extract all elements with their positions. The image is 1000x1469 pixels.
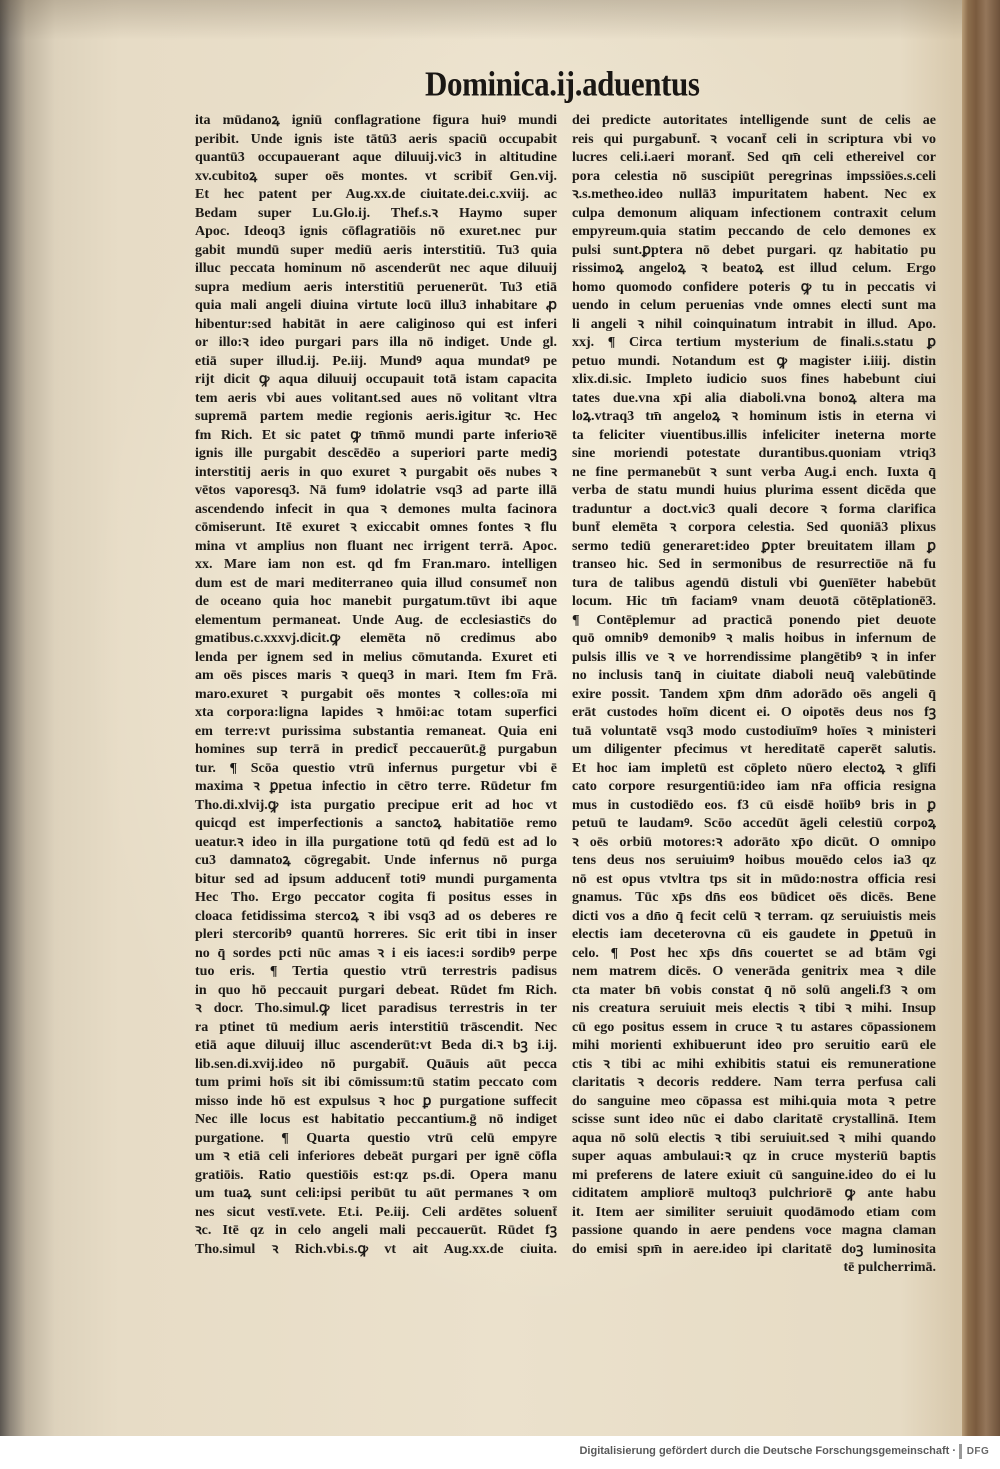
text-line: gratiōis. Ratio questiōis est:qz ps.di. Opera manu <box>195 1167 557 1183</box>
text-line: tuā voluntatē vsq3 modo custodiuīmꝰ hoīes ꝛ ministeri <box>572 723 936 739</box>
text-line: quantū3 occupauerant aque diluuij.vic3 in altitudine <box>195 150 557 165</box>
book-fore-edge <box>962 0 1000 1436</box>
text-line: ne fine permanebūt ꝛ sunt verba Aug.i ench. Iuxta q̄ <box>572 464 936 480</box>
running-title: Dominica.ij.aduentus <box>425 64 700 104</box>
text-line: quicqd est imperfectionis a sanctoꝝ habitatiōe remo <box>195 816 557 831</box>
text-line: xx. Mare iam non est. qd fm Fran.maro. intelligen <box>195 557 557 572</box>
text-line: homo quomodo confidere poteris ꝙ tu in peccatis vi <box>572 279 936 295</box>
text-line: cōmiserunt. Itē exuret ꝛ exiccabit omnes fontes ꝛ flu <box>195 520 557 535</box>
text-line: xta corpora:ligna lapides ꝛ hmōi:ac totam superfici <box>195 705 557 720</box>
text-line: pulsis illis ve ꝛ ve horrendissime plangētibꝰ ꝛ in infer <box>572 649 936 665</box>
text-line: purgatione. ¶ Quarta questio vtrū celū empyre <box>195 1130 557 1146</box>
footer-bar <box>0 1436 1000 1469</box>
text-line: rissimoꝝ angeloꝝ ꝛ beatoꝝ est illud celum. Ergo <box>572 261 936 276</box>
text-line: ꝛc. Itē qz in celo angeli mali peccauerūt. Rūdet fꝫ <box>195 1223 557 1238</box>
text-line: verba de statu mundi huius plurima essent dicēda que <box>572 483 936 498</box>
text-line: gnamus. Tūc xp̄s dn̄s eos būdicet oēs dicēs. Bene <box>572 890 936 905</box>
text-line: nem matrem dicēs. O venerāda genitrix mea ꝛ dile <box>572 964 936 979</box>
text-line: em terre:vt purissima substantia remaneat. Quia eni <box>195 723 557 739</box>
text-line: rijt dicit ꝙ aqua diluuij occupauit totā istam capacita <box>195 372 557 387</box>
text-line: lib.sen.di.xvij.ideo nō purgabit̄. Quāuis aūt pecca <box>195 1056 557 1072</box>
right-text-column <box>572 112 936 1278</box>
text-line: no q̄ sordes pcti nūc amas ꝛ i eis iaces:i sordibꝰ perpe <box>195 945 557 961</box>
text-line: cloaca fetidissima stercoꝝ ꝛ ibi vsq3 ad os deberes re <box>195 908 557 924</box>
text-line: misso inde hō est expulsus ꝛ hoc ꝑ purgatione suffecit <box>195 1093 557 1109</box>
left-text-column <box>195 112 557 1259</box>
text-line: dicti vos a dn̄o q̄ fecit celū ꝛ terram. qz seruiuistis meis <box>572 908 936 924</box>
text-line: hibentur:sed habitāt in aere caliginoso qui est inferi <box>195 316 557 332</box>
text-line: Tho.simul ꝛ Rich.vbi.s.ꝙ vt ait Aug.xx.de ciuita. <box>195 1241 557 1257</box>
text-line: tem aeris vbi aues volitant.sed aues nō volitant vltra <box>195 390 557 406</box>
text-line: no inclusis tanq̄ in ciuitate diaboli neuq̄ valebūtinde <box>572 668 936 683</box>
text-line: etiā aque diluuij illuc ascenderūt:vt Beda di.ꝛ bꝫ i.ij. <box>195 1038 557 1053</box>
text-line: pora celestia nō suscipiūt peregrinas impssiōes.s.celi <box>572 168 936 184</box>
text-line: tura de talibus agendū distuli vbi ꝯuenīēter habebūt <box>572 575 936 591</box>
text-line: transeo hic. Sed in sermonibus de resurrectiōe nā fu <box>572 557 936 572</box>
text-line: ueatur.ꝛ ideo in illa purgatione totū qd fedū est ad lo <box>195 834 557 850</box>
text-line: Bedam super Lu.Glo.ij. Thef.s.ꝛ Haymo super <box>195 205 557 221</box>
text-line: xlix.di.sic. Impleto iudicio suos fines habebunt ciui <box>572 372 936 387</box>
text-line: dum est de mari mediterraneo quia illud consumet̄ non <box>195 575 557 591</box>
text-line: ciditatem ampliorē multoq3 pulchriorē ꝙ ante habu <box>572 1186 936 1201</box>
text-line: supra medium aeris interstitiū peruenerūt. Tu3 etiā <box>195 279 557 295</box>
text-line: gabit mundū super mediū aeris interstitiū. Tu3 quia <box>195 242 557 258</box>
text-line: mihi morienti exhibuerunt ideo pro seruitio earū ele <box>572 1038 936 1053</box>
text-line: Et hec patent per Aug.xx.de ciuitate.dei.c.xviij. ac <box>195 187 557 202</box>
text-line: quō omnibꝰ demonibꝰ ꝛ malis hoibus in infernum de <box>572 631 936 646</box>
text-line: cta mater bn̄ vobis constat q̄ nō solū angeli.f3 ꝛ om <box>572 982 936 998</box>
text-line: ꝛ oēs orbiū motores:ꝛ adorāto xp̄o dicūt. O omnipo <box>572 834 936 850</box>
text-line: lucres celi.i.aeri morant̄. Sed qm̄ celi ethereivel cor <box>572 150 936 165</box>
text-line: super aquas ambulaui:ꝛ qz in cruce mysteriū baptis <box>572 1149 936 1164</box>
text-line: pulsi sunt.ꝑptera nō debet purgari. qz habitatio pu <box>572 242 936 258</box>
text-line: Hec Tho. Ergo peccator cogita fi positus esses in <box>195 890 557 905</box>
text-line: mina vt amplius non fluant nec irrigent terrā. Apoc. <box>195 538 557 554</box>
text-line: ignis ille purgabit descēdēo a superiori parte mediꝫ <box>195 446 557 461</box>
text-line: do sanguine meo cōpassa est mihi.quia mota ꝛ petre <box>572 1093 936 1109</box>
text-line: um ꝛ etiā celi inferiores debeāt purgari per ignē cōfla <box>195 1149 557 1164</box>
text-line: pleri stercoribꝰ quantū horreres. Sic erit tibi in inser <box>195 927 557 942</box>
text-line: cato corpore resurgentiū:ideo iam nr̄a officia resigna <box>572 779 936 794</box>
text-line: tur. ¶ Scōa questio vtrū infernus purgetur vbi ē <box>195 760 557 776</box>
text-line: nes sicut vestī.vete. Et.i. Pe.iij. Celi ardētes soluent̄ <box>195 1204 557 1220</box>
text-line: sermo tediū generaret:ideo ꝑpter breuitatem illam ꝑ <box>572 538 936 554</box>
text-line: ascendendo infecit in qua ꝛ demones multa facinora <box>195 501 557 517</box>
text-line: erāt custodes hoīm dicent ei. O oipotēs deus nos fꝫ <box>572 705 936 720</box>
text-line: cu3 damnatoꝝ cōgregabit. Unde infernus nō purga <box>195 853 557 868</box>
text-line: celo. ¶ Post hec xp̄s dn̄s couertet se ad btām v̄gi <box>572 945 936 961</box>
text-line: tē pulcherrimā. <box>843 1260 936 1275</box>
text-line: elementum permaneat. Unde Aug. de ecclesiastic̄s do <box>195 612 557 628</box>
text-line: ꝛ docr. Tho.simul.ꝙ licet paradisus terrestris in ter <box>195 1001 557 1016</box>
text-line: Et hoc iam impletū est cōpleto nūero electoꝝ ꝛ glīfi <box>572 760 936 776</box>
text-line: xxj. ¶ Circa tertium mysterium de finali.s.statu ꝑ <box>572 335 936 350</box>
text-line: quia mali angeli diuina virtute locū illu3 inhabitare ꝓ <box>195 298 557 313</box>
text-line: sine moriendi potestate durantibus.quoniam vtriq3 <box>572 446 936 461</box>
text-line: petuū te laudamꝰ. Scōo accedūt āgeli celestiū corpoꝝ <box>572 816 936 831</box>
text-line: ra ptinet tū medium aeris interstitiū trāscendit. Nec <box>195 1019 557 1035</box>
text-line: electis iam deceterovna cū eis gaudete in ꝑpetuū in <box>572 927 936 942</box>
text-line: passione quando in aere pendens voce magna claman <box>572 1223 936 1238</box>
text-line: um tuaꝝ sunt celi:ipsi peribūt tu aūt permanes ꝛ om <box>195 1186 557 1201</box>
text-line: exire possit. Tandem xp̄m dn̄m adorādo oēs angeli q̄ <box>572 686 936 702</box>
text-line: ctis ꝛ tibi ac mihi exhibitis statui eis remuneratione <box>572 1056 936 1072</box>
text-line: culpa demonum aliquam infectionem contraxit celum <box>572 205 936 221</box>
text-line: fm Rich. Et sic patet ꝙ tm̄mō mundi parte inferioꝛē <box>195 427 557 443</box>
text-line: ita mūdanoꝝ igniū conflagratione figura huiꝰ mundi <box>195 113 557 128</box>
text-line: Apoc. Ideoq3 ignis cōflagratiōis nō exuret.nec pur <box>195 224 557 239</box>
text-line: locum. Hic tm̄ faciamꝰ vnam deuotā cōtēplationē3. <box>572 594 936 609</box>
text-line: uendo in celum peruenias vnde omnes electi sunt ma <box>572 298 936 313</box>
text-line: bunt̄ elemēta ꝛ corpora celestia. Sed quoniā3 plixus <box>572 520 936 535</box>
text-line: illuc peccata hominum nō ascenderūt nec aque diluuij <box>195 261 557 276</box>
text-line: xv.cubitoꝝ super oēs montes. vt scribit̄ Gen.vij. <box>195 168 557 184</box>
text-line: mi preferens de latere exiuit cū sanguine.ideo do ei lu <box>572 1167 936 1183</box>
text-line: nō est opus vtvltra tps sit in mūdo:nostra officia resi <box>572 871 936 887</box>
text-line: bitur sed ad ipsum adducent̄ totiꝰ mundi purgamenta <box>195 871 557 887</box>
text-line: peribit. Unde ignis iste tātū3 aeris spaciū occupabit <box>195 131 557 147</box>
text-line: loꝝ.vtraq3 tm̄ angeloꝝ ꝛ hominum istis in eterna vi <box>572 409 936 424</box>
text-line: do emisi spm̄ in aere.ideo ipi claritatē doꝫ luminosita <box>572 1241 936 1257</box>
dfg-logo-icon: DFG <box>959 1444 994 1459</box>
text-line: li angeli ꝛ nihil coinquinatum intrabit in illud. Apo. <box>572 316 936 332</box>
text-line: ta feliciter viuentibus.illis infeliciter ineterna morte <box>572 427 936 443</box>
text-line: traduntur a doct.vic3 quali decore ꝛ forma clarifica <box>572 501 936 517</box>
text-line: petuo mundi. Notandum est ꝙ magister i.iiij. distin <box>572 353 936 369</box>
text-line: tum primi hoīs sit ibi cōmissum:tū statim peccato com <box>195 1075 557 1090</box>
text-line: vētos vaporesq3. Nā fumꝰ idolatrie vsq3 ad parte illā <box>195 483 557 498</box>
text-line: maxima ꝛ ꝑpetua infectio in cētro terre. Rūdetur fm <box>195 779 557 794</box>
text-line: ¶ Contēplemur ad practicā ponendo piet deuote <box>572 612 936 628</box>
text-line: Nec ille locus est habitatio peccantium.ḡ nō indiget <box>195 1112 557 1127</box>
text-line: or illo:ꝛ ideo purgari pars illa nō indiget. Unde gl. <box>195 335 557 350</box>
text-line: etiā super illud.ij. Pe.iij. Mundꝰ aqua mundatꝰ pe <box>195 353 557 369</box>
text-line: gmatibus.c.xxxvj.dicit.ꝙ elemēta nō credimus abo <box>195 631 557 646</box>
text-line: tates due.vna xp̄i alia diaboli.vna bonoꝝ altera ma <box>572 390 936 406</box>
text-line: it. Item aer similiter seruiuit quodāmodo etiam com <box>572 1204 936 1220</box>
text-line: tuo eris. ¶ Tertia questio vtrū terrestris padisus <box>195 964 557 979</box>
text-line: Tho.di.xlvij.ꝙ ista purgatio precipue erit ad hoc vt <box>195 797 557 813</box>
text-line: interstitij aeris in quo exuret ꝛ purgabit oēs nubes ꝛ <box>195 464 557 480</box>
text-line: mus in custodiēdo eos. f3 cū eisdē hoīibꝰ bris in ꝑ <box>572 797 936 813</box>
text-line: maro.exuret ꝛ purgabit oēs montes ꝛ colles:oīa mi <box>195 686 557 702</box>
text-line: empyreum.quia statim peccando de celo demones ex <box>572 224 936 239</box>
text-line: tens deus nos seruiuimꝰ hoibus mouēdo celos ia3 qz <box>572 853 936 868</box>
text-line: de oceano quia hoc manebit purgatum.tūvt ibi aque <box>195 594 557 609</box>
text-line: cū ego positus essem in cruce ꝛ tu astares cōpassionem <box>572 1019 936 1035</box>
text-line: ꝛ.s.metheo.ideo nullā3 impuritatem habent. Nec ex <box>572 187 936 202</box>
text-line: aqua nō solū electis ꝛ tibi seruiuit.sed ꝛ mihi quando <box>572 1130 936 1146</box>
text-line: reis qui purgabunt̄. ꝛ vocant̄ celi in scriptura vbi vo <box>572 131 936 147</box>
text-line: homines sup terrā in predict̄ peccauerūt.ḡ purgabun <box>195 742 557 757</box>
text-line: nis creatura seruiuit meis electis ꝛ tibi ꝛ mihi. Insup <box>572 1001 936 1016</box>
text-line: supremā partem medie regionis aeris.igitur ꝛc. Hec <box>195 409 557 424</box>
text-line: am oēs pisces maris ꝛ queq3 in mari. Item fm Frā. <box>195 668 557 683</box>
text-line: lenda per ignem sed in melius cōmutanda. Exuret eti <box>195 649 557 665</box>
text-line: in quo hō peccauit purgari debeat. Rūdet fm Rich. <box>195 982 557 998</box>
text-line: claritatis ꝛ decoris reddere. Nam terra perfusa cali <box>572 1075 936 1090</box>
text-line: dei predicte autoritates intelligende sunt de celis ae <box>572 113 936 128</box>
text-line: um diligenter pfecimus vt hereditatē caperēt salutis. <box>572 742 936 757</box>
text-line: scisse sunt ideo nūc ei dabo claritatē crystallinā. Item <box>572 1112 936 1127</box>
funding-credit: Digitalisierung gefördert durch die Deutsche Forschungsgemeinschaft · <box>579 1445 956 1457</box>
